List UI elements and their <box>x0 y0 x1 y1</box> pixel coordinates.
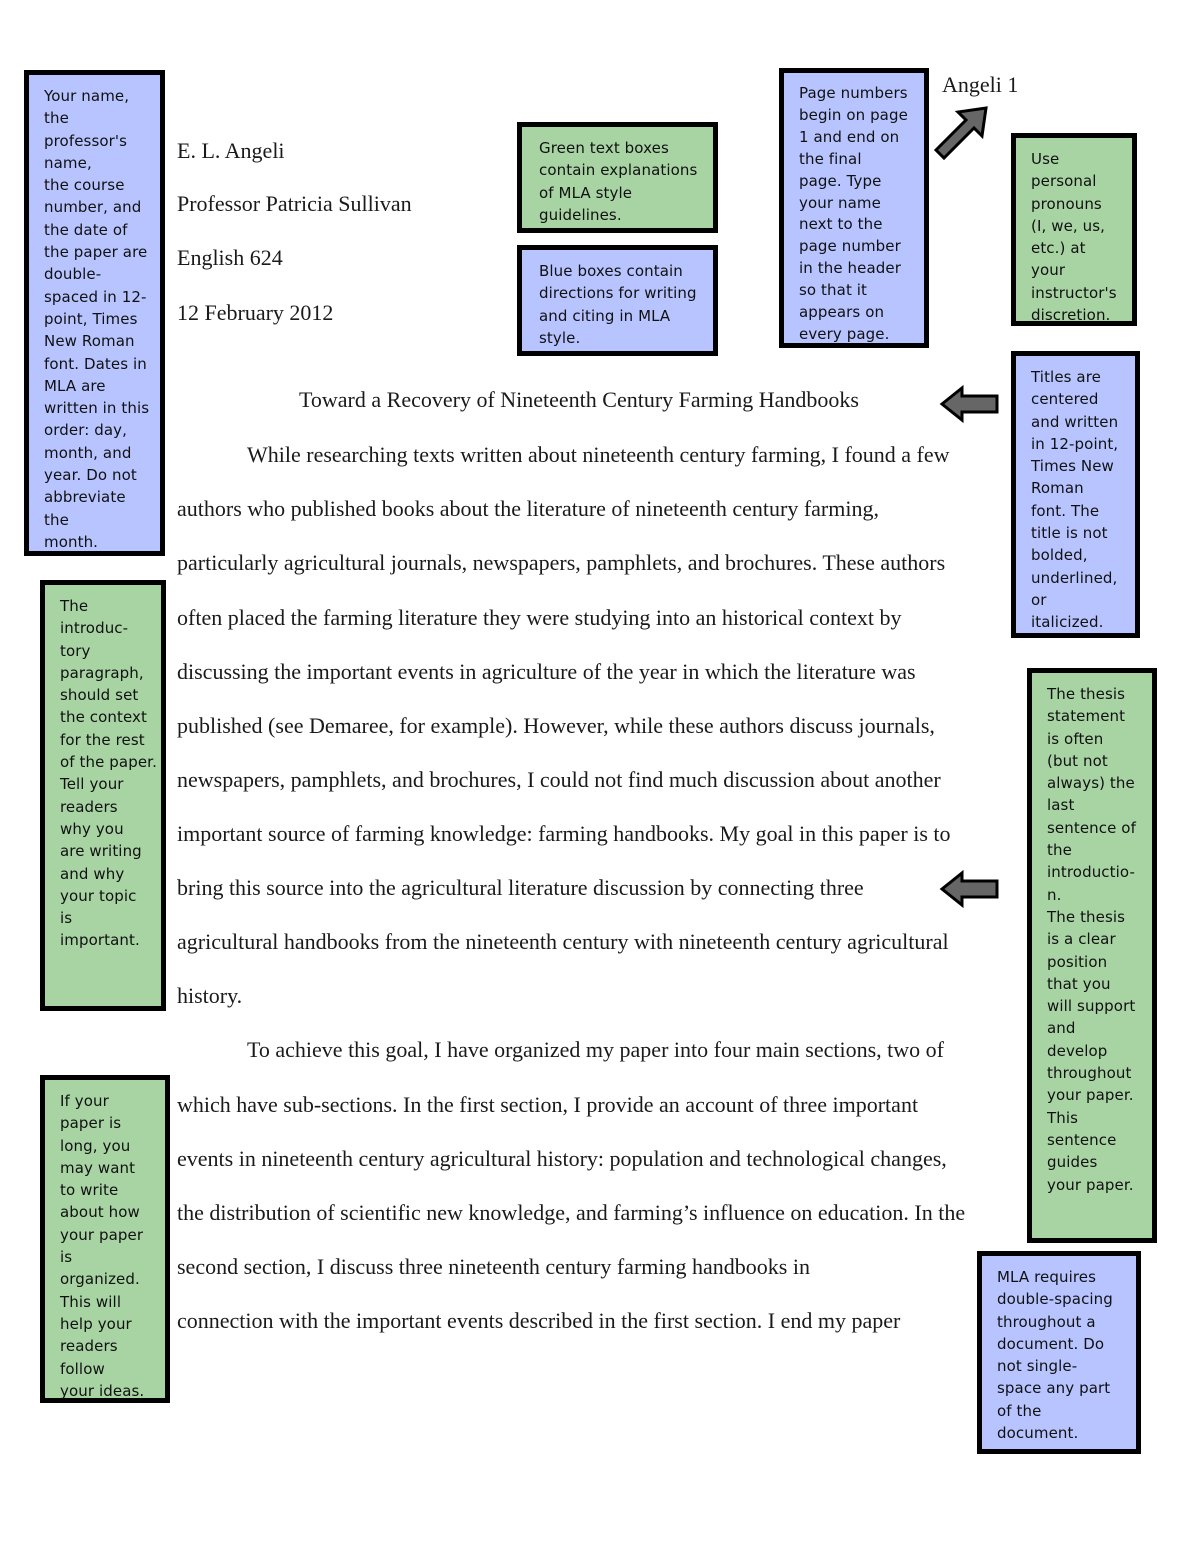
note-line: the <box>1047 841 1072 860</box>
note-organization <box>40 1075 170 1403</box>
note-line: document. <box>997 1424 1079 1443</box>
note-text <box>799 83 918 346</box>
note-line: in 12-point, <box>1031 434 1119 453</box>
note-thesis <box>1027 668 1157 1243</box>
note-line: important. <box>60 931 140 950</box>
note-line: to write <box>60 1181 119 1200</box>
note-line: written in this <box>44 399 150 418</box>
note-line: year. Do not <box>44 466 137 485</box>
note-line: is <box>60 1248 73 1267</box>
note-line: your <box>1031 261 1066 280</box>
note-line: This <box>1047 1108 1079 1127</box>
note-line: Page numbers <box>799 84 908 102</box>
note-line: is a clear <box>1047 930 1116 949</box>
note-text <box>60 1090 161 1402</box>
note-line: in the header <box>799 259 901 278</box>
note-line: space any part <box>997 1379 1111 1398</box>
note-line: contain explanations <box>539 161 698 180</box>
note-green-legend <box>517 122 718 233</box>
note-line: the paper are <box>44 243 148 262</box>
note-line: throughout a <box>997 1312 1096 1331</box>
note-line: New Roman <box>44 332 135 351</box>
paper-title: Toward a Recovery of Nineteenth Century Farming Handbooks <box>299 387 859 412</box>
note-line: Tell your <box>60 775 124 794</box>
note-line: If your <box>60 1092 109 1110</box>
note-line: readers <box>60 1337 118 1356</box>
note-line: n. <box>1047 885 1062 904</box>
note-line: spaced in 12- <box>44 287 147 306</box>
note-line: document. Do <box>997 1334 1105 1353</box>
note-line: of MLA style <box>539 183 633 202</box>
note-line: double-spacing <box>997 1290 1113 1309</box>
note-line: every page. <box>799 324 890 343</box>
note-line: of the <box>997 1401 1042 1420</box>
body-line: newspapers, pamphlets, and brochures, I could not find much discussion about another <box>177 767 941 792</box>
note-line: underlined, <box>1031 568 1118 587</box>
note-blue-legend <box>517 245 718 356</box>
note-line: about how <box>60 1203 140 1222</box>
note-line: MLA are <box>44 376 106 395</box>
note-line: and written <box>1031 412 1119 431</box>
note-line: long, you <box>60 1136 131 1155</box>
note-line: your ideas. <box>60 1381 145 1400</box>
note-line: will support <box>1047 997 1136 1016</box>
professor-name: Professor Patricia Sullivan <box>177 191 412 216</box>
note-line: are writing <box>60 842 142 861</box>
note-line: page. Type <box>799 171 882 190</box>
note-line: italicized. <box>1031 613 1104 632</box>
note-line: not single- <box>997 1357 1078 1376</box>
body-line: events in nineteenth century agricultural history: population and technological changes, <box>177 1146 947 1171</box>
note-line: sentence of <box>1047 818 1136 837</box>
note-intro-paragraph <box>40 580 166 1011</box>
note-line: (but not <box>1047 751 1108 770</box>
note-line: your paper. <box>1047 1086 1134 1105</box>
note-line: your topic <box>60 886 137 905</box>
note-line: the <box>44 109 69 128</box>
note-line: month, and <box>44 443 132 462</box>
paper-date: 12 February 2012 <box>177 300 334 325</box>
note-line: and why <box>60 864 125 883</box>
note-line: font. The <box>1031 501 1100 520</box>
note-line: title is not <box>1031 524 1108 543</box>
note-line: The <box>60 597 89 615</box>
note-line: introductio- <box>1047 863 1135 882</box>
note-line: sentence <box>1047 1130 1117 1149</box>
note-line: of the paper. <box>60 753 157 772</box>
note-line: (I, we, us, <box>1031 216 1106 235</box>
note-titles <box>1011 351 1140 638</box>
note-line: always) the <box>1047 774 1135 793</box>
body-line: agricultural handbooks from the nineteenth century with nineteenth century agricultural <box>177 929 949 954</box>
note-line: the final <box>799 149 862 168</box>
note-line: Titles are <box>1031 368 1101 386</box>
body-line: particularly agricultural journals, newspapers, pamphlets, and brochures. These authors <box>177 550 946 575</box>
note-line: introduc- <box>60 619 129 638</box>
note-line: MLA requires <box>997 1268 1097 1286</box>
note-line: Times New <box>1031 457 1114 476</box>
note-line: so that it <box>799 281 868 300</box>
note-line: Use <box>1031 150 1060 168</box>
note-line: instructor's <box>1031 283 1117 302</box>
note-line: paragraph, <box>60 663 144 682</box>
body-line: connection with the important events described in the first section. I end my paper <box>177 1308 901 1333</box>
body-line: second section, I discuss three nineteenth century farming handbooks in <box>177 1254 810 1279</box>
note-line: page number <box>799 237 901 256</box>
note-text <box>1047 683 1148 1196</box>
student-name: E. L. Angeli <box>177 138 285 163</box>
note-line: Green text boxes <box>539 139 669 157</box>
note-text <box>60 595 157 952</box>
body-line: discussing the important events in agriculture of the year in which the literature was <box>177 659 916 684</box>
note-line: throughout <box>1047 1064 1132 1083</box>
note-text <box>539 260 705 349</box>
note-line: tory <box>60 641 91 660</box>
note-line: personal <box>1031 172 1097 191</box>
body-line: important source of farming knowledge: farming handbooks. My goal in this paper is to <box>177 821 951 846</box>
note-line: is <box>60 909 73 928</box>
note-line: your paper <box>60 1225 144 1244</box>
note-line: centered <box>1031 390 1099 409</box>
note-line: font. Dates in <box>44 354 147 373</box>
body-line: often placed the farming literature they were studying into an historical context by <box>177 605 902 630</box>
note-line: 1 and end on <box>799 127 900 146</box>
note-line: professor's <box>44 131 128 150</box>
note-line: the course <box>44 176 125 195</box>
note-text <box>44 85 150 553</box>
note-line: Roman <box>1031 479 1084 498</box>
note-line: style. <box>539 328 581 347</box>
body-line: To achieve this goal, I have organized my paper into four main sections, two of <box>247 1037 944 1062</box>
note-line: order: day, <box>44 421 128 440</box>
note-line: may want <box>60 1158 136 1177</box>
body-line: which have sub-sections. In the first section, I provide an account of three important <box>177 1092 919 1117</box>
note-line: why you <box>60 819 124 838</box>
body-line: published (see Demaree, for example). However, while these authors discuss journals, <box>177 713 935 738</box>
body-line: authors who published books about the literature of nineteenth century farming, <box>177 496 879 521</box>
note-double-spacing <box>977 1251 1141 1454</box>
note-line: Your name, <box>44 87 130 105</box>
note-text <box>1031 148 1126 326</box>
note-line: point, Times <box>44 309 138 328</box>
note-line: help your <box>60 1314 132 1333</box>
note-line: appears on <box>799 303 885 322</box>
note-line: and <box>1047 1019 1076 1038</box>
note-line: readers <box>60 797 118 816</box>
body-line: While researching texts written about nineteenth century farming, I found a few <box>247 442 950 467</box>
note-line: bolded, <box>1031 546 1088 565</box>
note-page-numbers <box>779 68 929 348</box>
note-line: pronouns <box>1031 194 1102 213</box>
note-line: follow <box>60 1359 105 1378</box>
arrow-left-icon <box>938 869 1002 909</box>
note-line: your name <box>799 193 881 212</box>
note-line: last <box>1047 796 1075 815</box>
note-line: the context <box>60 708 148 727</box>
note-line: and citing in MLA <box>539 306 671 325</box>
note-line: should set <box>60 686 139 705</box>
note-line: abbreviate the <box>44 488 126 529</box>
course-name: English 624 <box>177 245 283 270</box>
note-line: month. <box>44 532 99 551</box>
note-line: directions for writing <box>539 284 697 303</box>
note-heading-info <box>24 70 165 556</box>
note-line: etc.) at <box>1031 239 1086 258</box>
note-line: or <box>1031 590 1047 609</box>
note-line: develop <box>1047 1041 1108 1060</box>
note-line: begin on page <box>799 105 908 124</box>
note-text <box>997 1266 1132 1444</box>
note-line: your paper. <box>1047 1175 1134 1194</box>
note-line: paper is <box>60 1114 122 1133</box>
note-line: that you <box>1047 974 1111 993</box>
body-line: history. <box>177 983 243 1008</box>
note-line: discretion. <box>1031 306 1111 325</box>
note-line: Blue boxes contain <box>539 262 683 280</box>
note-line: guides <box>1047 1153 1098 1172</box>
note-line: This will <box>60 1292 122 1311</box>
note-line: for the rest <box>60 730 145 749</box>
note-line: number, and <box>44 198 142 217</box>
note-line: name, <box>44 153 92 172</box>
arrow-left-icon <box>938 384 1002 424</box>
note-line: The thesis <box>1047 685 1126 703</box>
note-line: double- <box>44 265 102 284</box>
note-line: position <box>1047 952 1108 971</box>
running-header: Angeli 1 <box>942 72 1019 97</box>
note-line: guidelines. <box>539 205 622 224</box>
note-text <box>1031 366 1129 634</box>
note-line: the date of <box>44 220 128 239</box>
note-line: next to the <box>799 215 883 234</box>
note-line: is often <box>1047 729 1104 748</box>
note-text <box>539 137 705 226</box>
arrow-up-right-icon <box>930 104 992 164</box>
note-line: statement <box>1047 707 1126 726</box>
note-pronouns <box>1011 133 1137 326</box>
note-line: organized. <box>60 1270 140 1289</box>
body-line: bring this source into the agricultural literature discussion by connecting three <box>177 875 864 900</box>
note-line: The thesis <box>1047 907 1126 926</box>
body-line: the distribution of scientific new knowledge, and farming’s influence on education. In the <box>177 1200 966 1225</box>
